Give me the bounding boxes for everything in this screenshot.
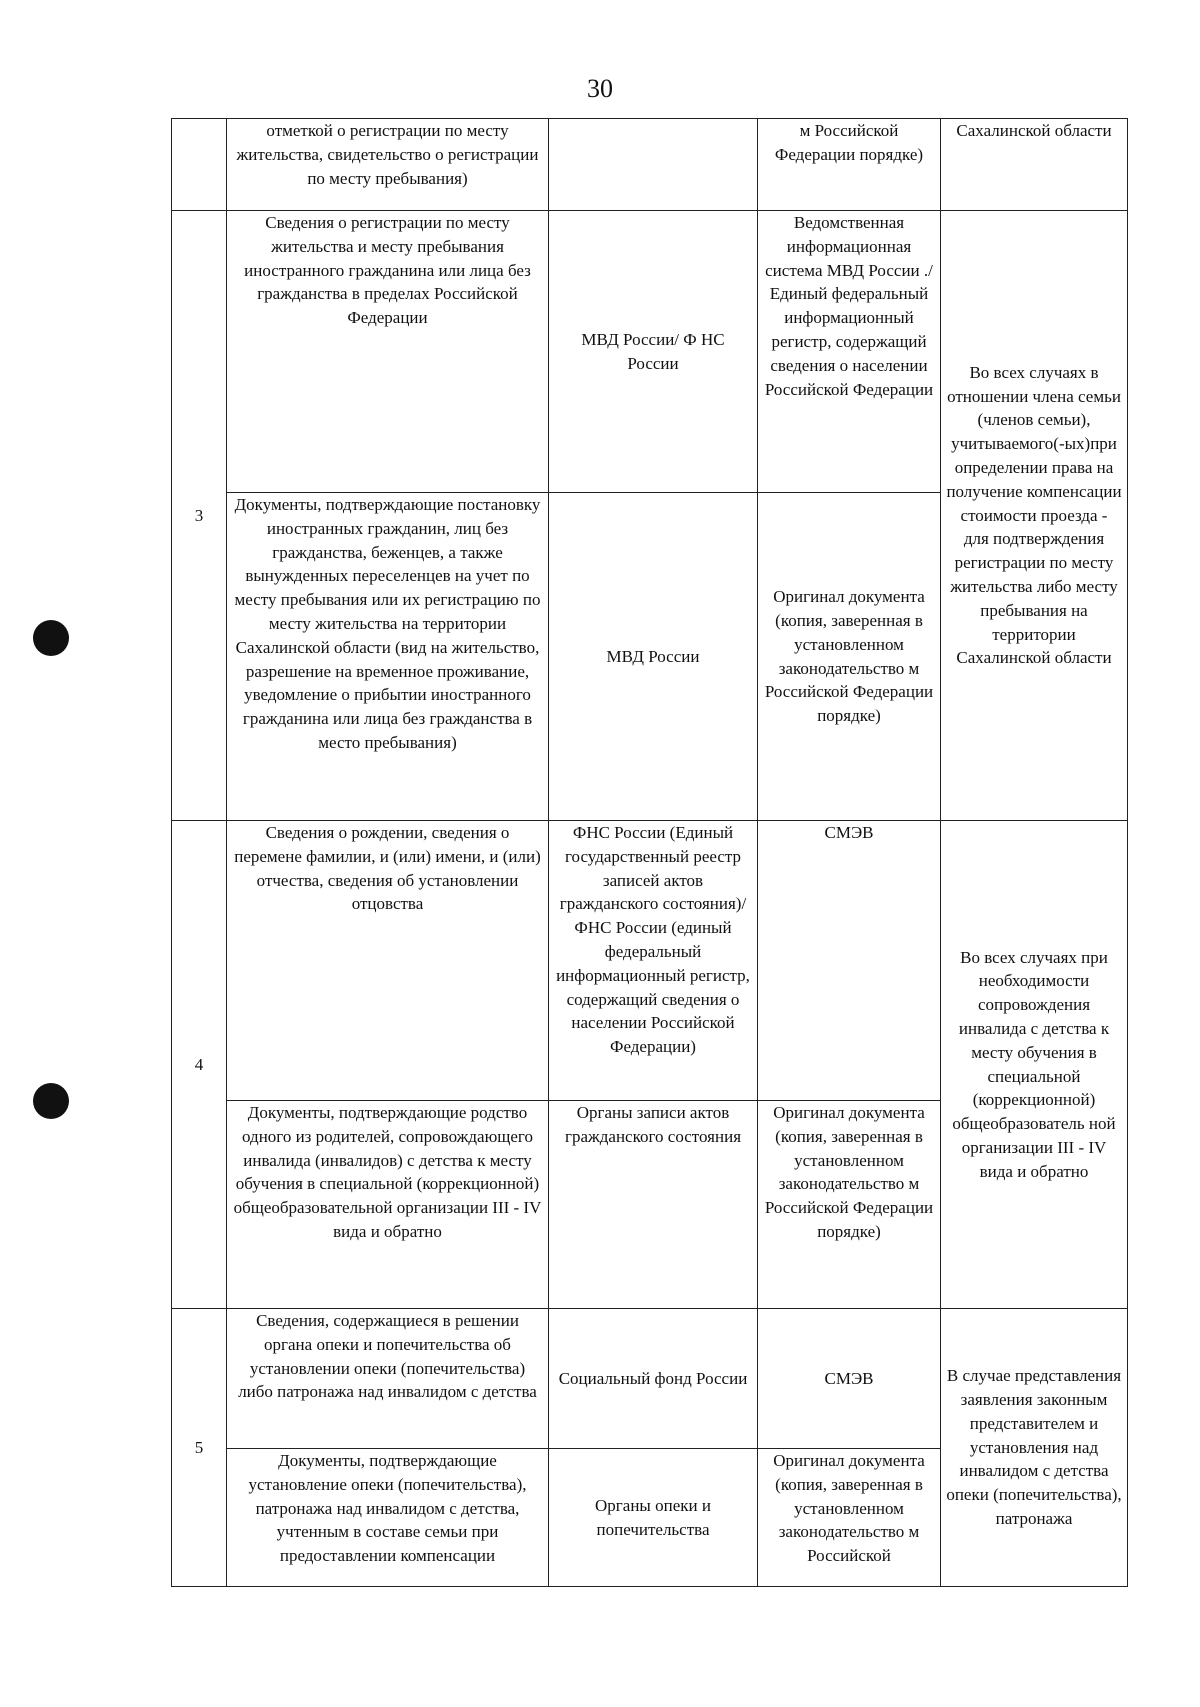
table-row-continuation	[172, 119, 1128, 211]
punch-hole-mark	[33, 620, 69, 656]
row-number-cell	[172, 119, 227, 211]
method-cell: СМЭВ	[758, 821, 941, 1101]
table-row	[172, 821, 1128, 1101]
documents-table	[171, 118, 1128, 1587]
source-cell: МВД России	[549, 493, 758, 821]
source-cell: Органы опеки и попечительства	[549, 1449, 758, 1587]
table-row	[172, 211, 1128, 493]
document-cell: Сведения о рождении, сведения о перемене фамилии, и (или) имени, и (или) отчества, сведения об установлении отцовства	[227, 821, 549, 1101]
conditions-cell: Сахалинской области	[941, 119, 1128, 211]
method-cell: Ведомственная информационная система МВД России ./Единый федеральный информационный регистр, содержащий сведения о населении Российской Федерации	[758, 211, 941, 493]
conditions-cell: Во всех случаях в отношении члена семьи (членов семьи), учитываемого(-ых)при определении права на получение компенсации стоимости проезда - для подтверждения регистрации по месту жительства либо месту пребывания на территории Сахалинской области	[941, 211, 1128, 821]
source-cell: ФНС России (Единый государственный реестр записей актов гражданского состояния)/ФНС России (единый федеральный информационный регистр, содержащий сведения о населении Российской Федерации)	[549, 821, 758, 1101]
source-cell	[549, 119, 758, 211]
method-cell: Оригинал документа (копия, заверенная в установленном законодательство м Российской	[758, 1449, 941, 1587]
document-cell: Сведения, содержащиеся в решении органа опеки и попечительства об установлении опеки (попечительства) либо патронажа над инвалидом с детства	[227, 1309, 549, 1449]
row-number-cell: 4	[172, 821, 227, 1309]
source-cell: МВД России/ Ф НС России	[549, 211, 758, 493]
document-cell: Документы, подтверждающие постановку иностранных гражданин, лиц без гражданства, беженцев, а также вынужденных переселенцев на учет по месту пребывания или их регистрацию по месту жительства на территории Сахалинской области (вид на жительство, разрешение на временное проживание, уведомление о прибытии иностранного гражданина или лица без гражданства в место пребывания)	[227, 493, 549, 821]
conditions-cell: Во всех случаях при необходимости сопровождения инвалида с детства к месту обучения в специальной (коррекционной) общеобразователь ной организации III - IV вида и обратно	[941, 821, 1128, 1309]
method-cell: м Российской Федерации порядке)	[758, 119, 941, 211]
page-number: 30	[587, 74, 613, 103]
document-cell: Документы, подтверждающие родство одного из родителей, сопровождающего инвалида (инвалидов) с детства к месту обучения в специальной (коррекционной) общеобразовательной организации III - IV вида и обратно	[227, 1101, 549, 1309]
source-cell: Органы записи актов гражданского состояния	[549, 1101, 758, 1309]
conditions-cell: В случае представления заявления законным представителем и установления над инвалидом с детства опеки (попечительства), патронажа	[941, 1309, 1128, 1587]
punch-hole-mark	[33, 1083, 69, 1119]
method-cell: СМЭВ	[758, 1309, 941, 1449]
document-cell: отметкой о регистрации по месту жительства, свидетельство о регистрации по месту пребывания)	[227, 119, 549, 211]
method-cell: Оригинал документа (копия, заверенная в установленном законодательство м Российской Федерации порядке)	[758, 1101, 941, 1309]
source-cell: Социальный фонд России	[549, 1309, 758, 1449]
row-number-cell: 3	[172, 211, 227, 821]
method-cell: Оригинал документа (копия, заверенная в установленном законодательство м Российской Федерации порядке)	[758, 493, 941, 821]
document-cell: Сведения о регистрации по месту жительства и месту пребывания иностранного гражданина или лица без гражданства в пределах Российской Федерации	[227, 211, 549, 493]
row-number-cell: 5	[172, 1309, 227, 1587]
document-cell: Документы, подтверждающие установление опеки (попечительства), патронажа над инвалидом с детства, учтенным в составе семьи при предоставлении компенсации	[227, 1449, 549, 1587]
table-row	[172, 1309, 1128, 1449]
